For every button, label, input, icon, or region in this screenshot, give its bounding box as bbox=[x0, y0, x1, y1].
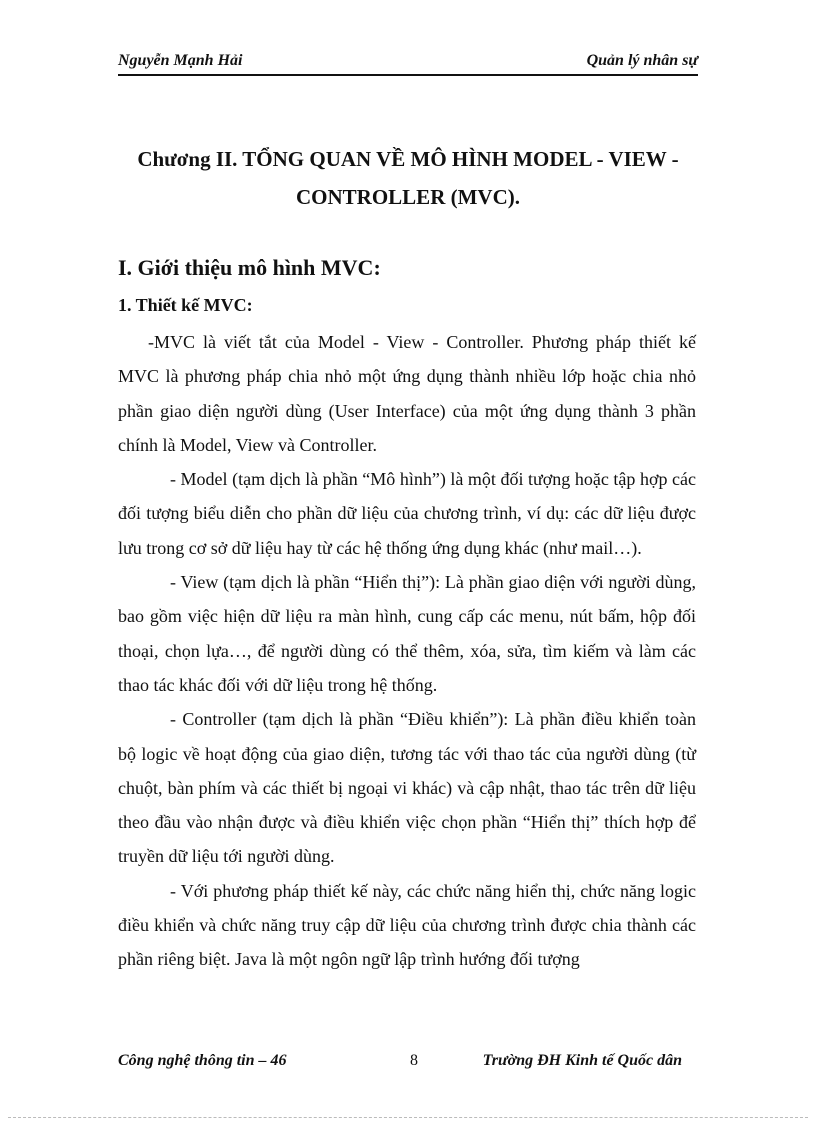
page-number: 8 bbox=[410, 1052, 418, 1069]
paragraph-mvc-intro: -MVC là viết tắt của Model - View - Controller. Phương pháp thiết kế MVC là phương pháp chia nhỏ một ứng dụng thành nhiều lớp hoặc chia nhỏ phần giao diện người dùng (User Interface) của một ứng dụng thành 3 phần chính là Model, View và Controller. bbox=[118, 332, 696, 455]
header-author: Nguyễn Mạnh Hải bbox=[118, 52, 243, 69]
paragraph-controller: - Controller (tạm dịch là phần “Điều khiển”): Là phần điều khiển toàn bộ logic về hoạt động của giao diện, tương tác với thao tác của người dùng (từ chuột, bàn phím và các thiết bị ngoại vi khác) và cập nhật, thao tác trên dữ liệu theo đầu vào nhận được và điều khiển việc chọn phần “Hiển thị” thích hợp để truyền dữ liệu tới người dùng. bbox=[118, 709, 696, 867]
subsection-heading: 1. Thiết kế MVC: bbox=[118, 295, 253, 315]
page-footer bbox=[118, 1052, 698, 1072]
header-subject: Quản lý nhân sự bbox=[586, 52, 698, 69]
chapter-title-line-1: Chương II. TỔNG QUAN VỀ MÔ HÌNH MODEL - VIEW - bbox=[137, 147, 679, 171]
chapter-title bbox=[118, 140, 698, 216]
body-text bbox=[118, 325, 696, 977]
footer-department: Công nghệ thông tin – 46 bbox=[118, 1052, 287, 1069]
section-heading: I. Giới thiệu mô hình MVC: bbox=[118, 255, 381, 280]
paragraph-design-method: - Với phương pháp thiết kế này, các chức năng hiển thị, chức năng logic điều khiển và chức năng truy cập dữ liệu của chương trình được chia thành các phần riêng biệt. Java là một ngôn ngữ lập trình hướng đối tượng bbox=[118, 880, 696, 970]
chapter-title-line-2: CONTROLLER (MVC). bbox=[296, 185, 520, 209]
page-edge-divider bbox=[8, 1117, 808, 1118]
paragraph-view: - View (tạm dịch là phần “Hiển thị”): Là phần giao diện với người dùng, bao gồm việc hiện dữ liệu ra màn hình, cung cấp các menu, nút bấm, hộp đối thoại, chọn lựa…, để người dùng có thể thêm, xóa, sửa, tìm kiếm và làm các thao tác khác đối với dữ liệu trong hệ thống. bbox=[118, 572, 696, 695]
paragraph-model: - Model (tạm dịch là phần “Mô hình”) là một đối tượng hoặc tập hợp các đối tượng biểu diễn cho phần dữ liệu của chương trình, ví dụ: các dữ liệu được lưu trong cơ sở dữ liệu hay từ các hệ thống ứng dụng khác (như mail…). bbox=[118, 469, 696, 558]
footer-university: Trường ĐH Kinh tế Quốc dân bbox=[482, 1052, 682, 1069]
page-header bbox=[118, 52, 698, 76]
